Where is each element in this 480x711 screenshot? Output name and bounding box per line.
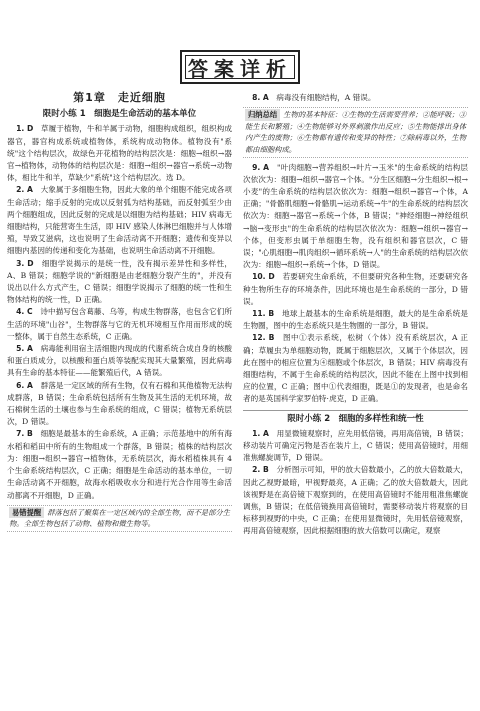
right-answer-list-a <box>243 162 468 406</box>
answer-paragraph <box>243 428 468 465</box>
answer-header <box>180 50 300 84</box>
answer-text: 诗中描写包含葛藤、乌等，构成生物群落，也包含它们所生活的环境"山谷"，生物群落与它的无机环境相互作用而形成的统一整体，属于自然生态系统，C 正确。 <box>7 307 233 341</box>
test-title-2: 限时小练 2 细胞的多样性和统一性 <box>287 413 424 424</box>
answer-text: 病毒没有细胞结构，A 错误。 <box>276 93 376 102</box>
answer-paragraph <box>7 428 232 501</box>
answer-paragraph <box>7 380 232 429</box>
right-column <box>243 92 468 538</box>
answer-number: 3. D <box>16 258 34 268</box>
answer-paragraph <box>7 343 232 380</box>
callout-tag: 归纳总结 <box>245 109 280 121</box>
answer-number: 2. B <box>252 465 269 475</box>
answer-number: 1. D <box>16 124 34 134</box>
answer-text: 大象属于多细胞生物，因此大象的单个细胞不能完成各项生命活动；缩手反射的完成以反射弧为结构基础，而反射弧至少由两个细胞组成，因此反射的完成是以细胞为结构基础；HIV 病毒无细胞结构，只能营寄生生活，即 HIV 感染人体淋巴细胞并与人体增殖，导致艾滋病，这也说明了生命活动离不开细胞；遗传和变异以细胞内基因的传递和变化为基础，也说明生命活动离不开细胞。 <box>7 185 233 256</box>
answer-paragraph <box>243 162 468 272</box>
answer-paragraph <box>243 464 468 537</box>
answer-paragraph <box>7 306 232 343</box>
callout-text: 群落包括了聚集在一定区域内的全部生物，而不是部分生物。全部生物包括了动物、植物和微生物等。 <box>9 507 230 529</box>
answer-paragraph <box>243 332 468 405</box>
answer-paragraph <box>7 258 232 307</box>
answer-text: "叶肉细胞→营养组织→叶片→玉米"的生命系统的结构层次依次为：细胞→组织→器官→个体。"分生区细胞→分生组织→根→小麦"的生命系统的结构层次依次为：细胞→组织→器官→个体，A 正确；"骨骼肌细胞→骨骼肌→运动系统→牛"的生命系统的结构层次依次为：细胞→器官→系统→个体，B 错误；"神经细胞→神经组织→脑→变形虫"的生命系统的结构层次依次为：细胞→组织→器官→个体，但变形虫属于单细胞生物，没有组织和器官层次，C 错误；"心肌细胞→肌肉组织→循环系统→人"的生命系统的结构层次依次为：细胞→组织→系统→个体，D 错误。 <box>243 162 468 270</box>
answer-number: 2. A <box>16 185 33 195</box>
answer-number: 7. B <box>16 429 33 439</box>
answer-text: 图中①表示系统，松树（个体）没有系统层次，A 正确；草履虫为单细胞动物，既属于细胞层次，又属于个体层次，因此在图中的相应位置为④细胞或个体层次，B 错误；HIV 病毒没有细胞结构，不属于生命系统的结构层次，因此不能在上图中找到相应的位置，C 正确；图中①代表细胞，既是①的发现者，也是命名者的是英国科学家罗伯特·虎克，D 正确。 <box>243 333 468 404</box>
answer-number: 8. A <box>252 93 269 102</box>
answer-number: 10. D <box>252 272 275 282</box>
answer-paragraph <box>7 123 232 184</box>
answer-number: 12. B <box>252 333 275 343</box>
answer-number: 9. A <box>252 162 270 172</box>
answer-text: 病毒能利用宿主活细胞内现成的代谢系统合成自身的核酸和蛋白质成分，以核酸和蛋白质等装配实现其大量繁殖，因此病毒具有生命的基本特征——能繁殖后代，A 错误。 <box>7 344 233 378</box>
answer-text: 地球上最基本的生命系统是细胞，最大的是生命系统是生物圈，图中的生态系统只是生物圈的一部分，B 错误。 <box>243 309 469 331</box>
chapter-title: 第1章 走近细胞 <box>73 91 166 104</box>
callout-summary <box>243 107 468 157</box>
callout-mistake-tip <box>7 505 232 532</box>
answer-text: 细胞是最基本的生命系统，A 正确；示范基地中的所有海水稻和稻田中所有的生物组成一个群落，B 错误；植株的结构层次为：细胞→组织→器官→植物体，无系统层次，海水稻植株具有 4 个生命系统结构层次，C 正确；细胞是生命活动的基本单位，一切生命活动离不开细胞，故海水稻吸收水分和进行光合作用等生命活动都离不开细胞，D 正确。 <box>7 429 233 500</box>
answer-number: 6. A <box>16 380 33 390</box>
callout-text: 生物的基本特征：①生物的生活需要营养；②能呼吸；③能生长和繁殖；④生物能够对外界刺激作出反应；⑤生物能排出身体内产生的废物；⑥生物都有遗传和变异的特性；⑦除病毒以外，生物都由细胞构成。 <box>245 110 466 154</box>
answer-text: 细胞学说揭示的是统一性，没有揭示差异性和多样性，A、B 错误；细胞学说的"新细胞是由老细胞分裂产生的"，并没有说出以什么方式产生，C 错误；细胞学说揭示了细胞的统一性和生物体结构的统一性，D 正确。 <box>7 258 232 305</box>
answer-number: 1. A <box>252 428 269 438</box>
answer-number: 5. A <box>16 344 33 354</box>
right-answer-list-b <box>243 428 468 538</box>
callout-tag: 易错提醒 <box>9 507 44 519</box>
answer-paragraph <box>7 184 232 257</box>
answer-number: 11. B <box>252 309 275 319</box>
answer-text: 若要研究生命系统，不但要研究各种生物，还要研究各种生物所生存的环境条件，因此环境也是生命系统的一部分，D 错误。 <box>243 272 468 306</box>
test-title-1: 限时小练 1 细胞是生命活动的基本单位 <box>42 109 197 120</box>
answer-text: 群落是一定区域的所有生物，仅有石棉和其他植物无法构成群落，B 错误；生命系统包括所有生物及其生活的无机环境，故石棉树生活的土壤也参与生命系统的组成，C 错误；植物无系统层次，D 错误。 <box>7 380 233 427</box>
answer-number: 4. C <box>16 307 33 317</box>
section-divider <box>243 410 468 411</box>
answer-paragraph <box>243 271 468 308</box>
answer-text: 分析图示可知，甲的放大倍数最小，乙的放大倍数最大，因此乙视野最暗，甲视野最亮，A 正确；乙的放大倍数最大，因此该视野是在高倍镜下观察到的，在使用高倍镜时不能用粗准焦螺旋调焦，B 错误；在低倍镜换用高倍镜时，需要移动装片将观察的目标移到视野的中央，C 正确；在使用显微镜时，先用低倍镜观察，再用高倍镜观察，因此根据细胞的放大倍数可以确定，观察 <box>243 465 468 536</box>
answer-text: 草履于植物，牛和羊属于动物，细胞构成组织，组织构成器官，器官构成系统或植物体，系统构成动物体。植物没有"系统"这个结构层次，故绿色开花植物的结构层次是：细胞→组织→器官→植物体，动物体的结构层次是：细胞→组织→器官→系统→动物体，相比牛和羊，草缺少"系统"这个结构层次。选 D。 <box>7 124 233 183</box>
answer-paragraph <box>243 308 468 332</box>
left-answer-list <box>7 123 232 501</box>
answer-text: 用显微镜观察时，应先用低倍镜，再用高倍镜，B 错误；移动装片可确定污物是否在装片上，C 错误；使用高倍镜时，用细准焦螺旋调节，D 错误。 <box>243 428 468 463</box>
left-column <box>7 92 232 536</box>
answer-header-title: 答案详析 <box>188 56 292 81</box>
answer-paragraph <box>243 92 468 104</box>
